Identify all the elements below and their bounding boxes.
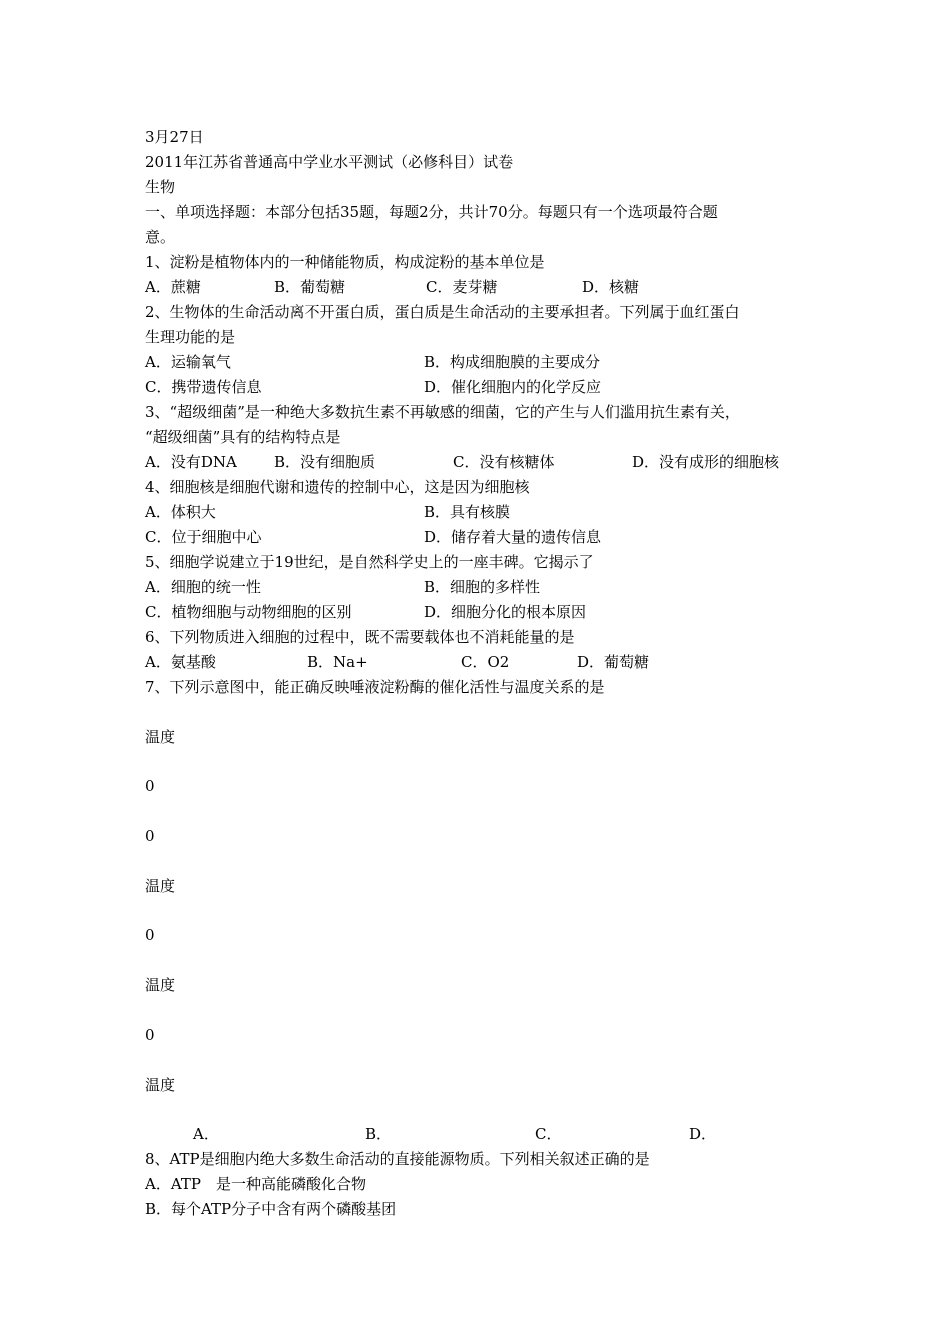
question-3-option-a: A．没有DNA bbox=[145, 453, 237, 471]
question-4-stem: 4、细胞核是细胞代谢和遗传的控制中心，这是因为细胞核 bbox=[145, 478, 530, 496]
question-6-option-a: A．氨基酸 bbox=[145, 653, 216, 671]
question-5-stem: 5、细胞学说建立于19世纪，是自然科学史上的一座丰碑。它揭示了 bbox=[145, 553, 594, 571]
question-4-option-b: B．具有核膜 bbox=[424, 503, 511, 521]
question-3-option-b: B．没有细胞质 bbox=[274, 453, 376, 471]
question-5-option-c: C．植物细胞与动物细胞的区别 bbox=[145, 603, 352, 621]
question-1-stem: 1、淀粉是植物体内的一种储能物质，构成淀粉的基本单位是 bbox=[145, 253, 545, 271]
subject-label: 生物 bbox=[145, 178, 176, 196]
question-6-stem: 6、下列物质进入细胞的过程中，既不需要载体也不消耗能量的是 bbox=[145, 628, 575, 646]
question-5-option-b: B．细胞的多样性 bbox=[424, 578, 541, 596]
question-3-option-d: D．没有成形的细胞核 bbox=[632, 453, 780, 471]
question-7-stem: 7、下列示意图中，能正确反映唾液淀粉酶的催化活性与温度关系的是 bbox=[145, 678, 605, 696]
figure-label-zero: 0 bbox=[145, 1026, 155, 1044]
question-7-option-d: D． bbox=[689, 1125, 717, 1143]
figure-label-zero: 0 bbox=[145, 926, 155, 944]
question-6-option-d: D．葡萄糖 bbox=[577, 653, 650, 671]
question-4-option-a: A．体积大 bbox=[145, 503, 216, 521]
question-8-option-b: B．每个ATP分子中含有两个磷酸基团 bbox=[145, 1200, 397, 1218]
section-header-cont: 意。 bbox=[145, 228, 176, 246]
figure-label-zero: 0 bbox=[145, 777, 155, 795]
exam-date: 3月27日 bbox=[145, 128, 204, 146]
question-1-option-a: A．蔗糖 bbox=[145, 278, 201, 296]
question-6-option-b: B．Na+ bbox=[307, 653, 368, 671]
question-2-option-a: A．运输氧气 bbox=[145, 353, 231, 371]
figure-label-zero: 0 bbox=[145, 827, 155, 845]
question-3-stem: 3、“超级细菌”是一种绝大多数抗生素不再敏感的细菌，它的产生与人们滥用抗生素有关， bbox=[145, 403, 740, 421]
question-5-option-d: D．细胞分化的根本原因 bbox=[424, 603, 587, 621]
question-2-stem: 2、生物体的生命活动离不开蛋白质，蛋白质是生命活动的主要承担者。下列属于血红蛋白 bbox=[145, 303, 740, 321]
question-2-option-c: C．携带遗传信息 bbox=[145, 378, 262, 396]
question-1-option-b: B．葡萄糖 bbox=[274, 278, 346, 296]
question-1-option-c: C．麦芽糖 bbox=[426, 278, 498, 296]
question-8-stem: 8、ATP是细胞内绝大多数生命活动的直接能源物质。下列相关叙述正确的是 bbox=[145, 1150, 650, 1168]
question-1-option-d: D．核糖 bbox=[582, 278, 640, 296]
question-5-option-a: A．细胞的统一性 bbox=[145, 578, 261, 596]
question-2-option-d: D．催化细胞内的化学反应 bbox=[424, 378, 602, 396]
question-7-option-c: C． bbox=[535, 1125, 562, 1143]
figure-label-temperature: 温度 bbox=[145, 1076, 176, 1094]
question-2-option-b: B．构成细胞膜的主要成分 bbox=[424, 353, 601, 371]
question-4-option-d: D．储存着大量的遗传信息 bbox=[424, 528, 602, 546]
figure-label-temperature: 温度 bbox=[145, 976, 176, 994]
figure-label-temperature: 温度 bbox=[145, 877, 176, 895]
question-4-option-c: C．位于细胞中心 bbox=[145, 528, 262, 546]
question-7-option-a: A． bbox=[193, 1125, 219, 1143]
question-8-option-a: A．ATP 是一种高能磷酸化合物 bbox=[145, 1175, 366, 1193]
question-6-option-c: C．O2 bbox=[461, 653, 510, 671]
question-7-option-b: B． bbox=[365, 1125, 392, 1143]
exam-title: 2011年江苏省普通高中学业水平测试（必修科目）试卷 bbox=[145, 153, 514, 171]
figure-label-temperature: 温度 bbox=[145, 728, 176, 746]
question-3-stem-cont: “超级细菌”具有的结构特点是 bbox=[145, 428, 341, 446]
question-3-option-c: C．没有核糖体 bbox=[453, 453, 555, 471]
section-header: 一、单项选择题：本部分包括35题，每题2分，共计70分。每题只有一个选项最符合题 bbox=[145, 203, 718, 221]
question-2-stem-cont: 生理功能的是 bbox=[145, 328, 236, 346]
